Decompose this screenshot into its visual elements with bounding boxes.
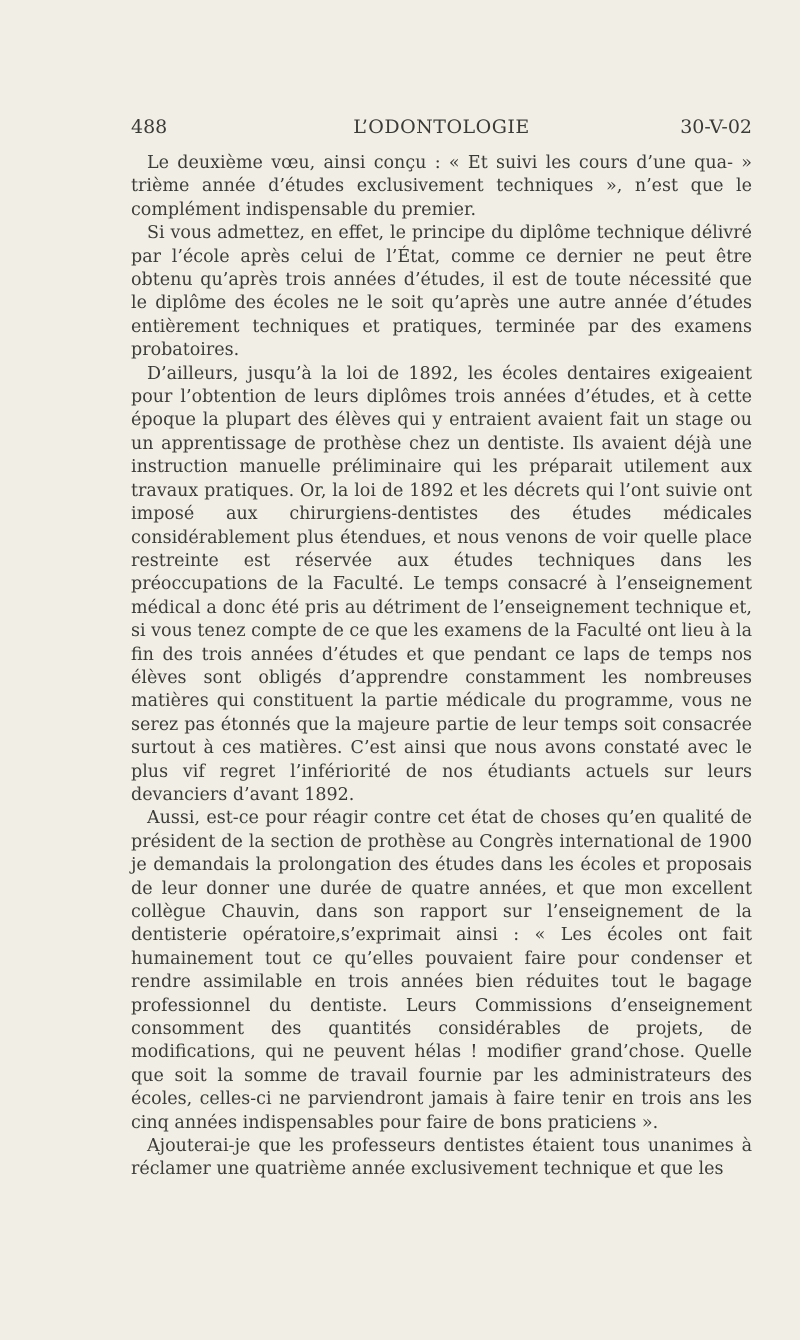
paragraph-2: Si vous admettez, en effet, le principe du diplôme technique délivré par l’école après celui de l’État, comme ce dernier ne peut être obtenu qu’après trois années d’études, il est de toute nécessité que le diplôme des écoles ne le soit qu’après une autre année d’études entièrement techniques et pratiques, terminée par des examens probatoires.	[131, 223, 752, 361]
paragraph-5: Ajouterai-je que les professeurs dentistes étaient tous unanimes à réclamer une quatrième année exclusivement technique et que les	[131, 1136, 752, 1180]
body-text	[131, 152, 752, 1182]
paragraph-3: D’ailleurs, jusqu’à la loi de 1892, les écoles dentaires exigeaient pour l’obtention de leurs diplômes trois années d’études, et à cette époque la plupart des élèves qui y entraient avaient fait un stage ou un apprentissage de prothèse chez un dentiste. Ils avaient déjà une instruction manuelle préliminaire qui les préparait utilement aux travaux pratiques. Or, la loi de 1892 et les décrets qui l’ont suivie ont imposé aux chirurgiens-dentistes des études médicales considérablement plus étendues, et nous venons de voir quelle place restreinte est réservée aux études techniques dans les préoccupations de la Faculté. Le temps consacré à l’enseignement médical a donc été pris au détriment de l’enseignement technique et, si vous tenez compte de ce que les examens de la Faculté ont lieu à la fin des trois années d’études et que pendant ce laps de temps nos élèves sont obligés d’apprendre constamment les nombreuses matières qui constituent la partie médicale du programme, vous ne serez pas étonnés que la majeure partie de leur temps soit consacrée surtout à ces matières. C’est ainsi que nous avons constaté avec le plus vif regret l’infériorité de nos étudiants actuels sur leurs devanciers d’avant 1892.	[131, 363, 752, 805]
paragraph-1: Le deuxième vœu, ainsi conçu : « Et suivi les cours d’une qua- » trième année d’études exclusivement techniques », n’est que le complément indispensable du premier.	[131, 153, 752, 220]
issue-date: 30-V-02	[680, 116, 752, 138]
page-header	[131, 116, 752, 146]
running-title: L’ODONTOLOGIE	[353, 116, 530, 138]
page-number: 488	[131, 116, 168, 138]
paragraph-4: Aussi, est-ce pour réagir contre cet état de choses qu’en qualité de président de la section de prothèse au Congrès international de 1900 je demandais la prolongation des études dans les écoles et proposais de leur donner une durée de quatre années, et que mon excellent collègue Chauvin, dans son rapport sur l’enseignement de la dentisterie opératoire,s’exprimait ainsi : « Les écoles ont fait humainement tout ce qu’elles pouvaient faire pour condenser et rendre assimilable en trois années bien réduites tout le bagage professionnel du dentiste. Leurs Commissions d’enseignement consomment des quantités considérables de projets, de modifications, qui ne peuvent hélas ! modifier grand’chose. Quelle que soit la somme de travail fournie par les administrateurs des écoles, celles-ci ne parviendront jamais à faire tenir en trois ans les cinq années indispensables pour faire de bons praticiens ».	[131, 808, 752, 1133]
